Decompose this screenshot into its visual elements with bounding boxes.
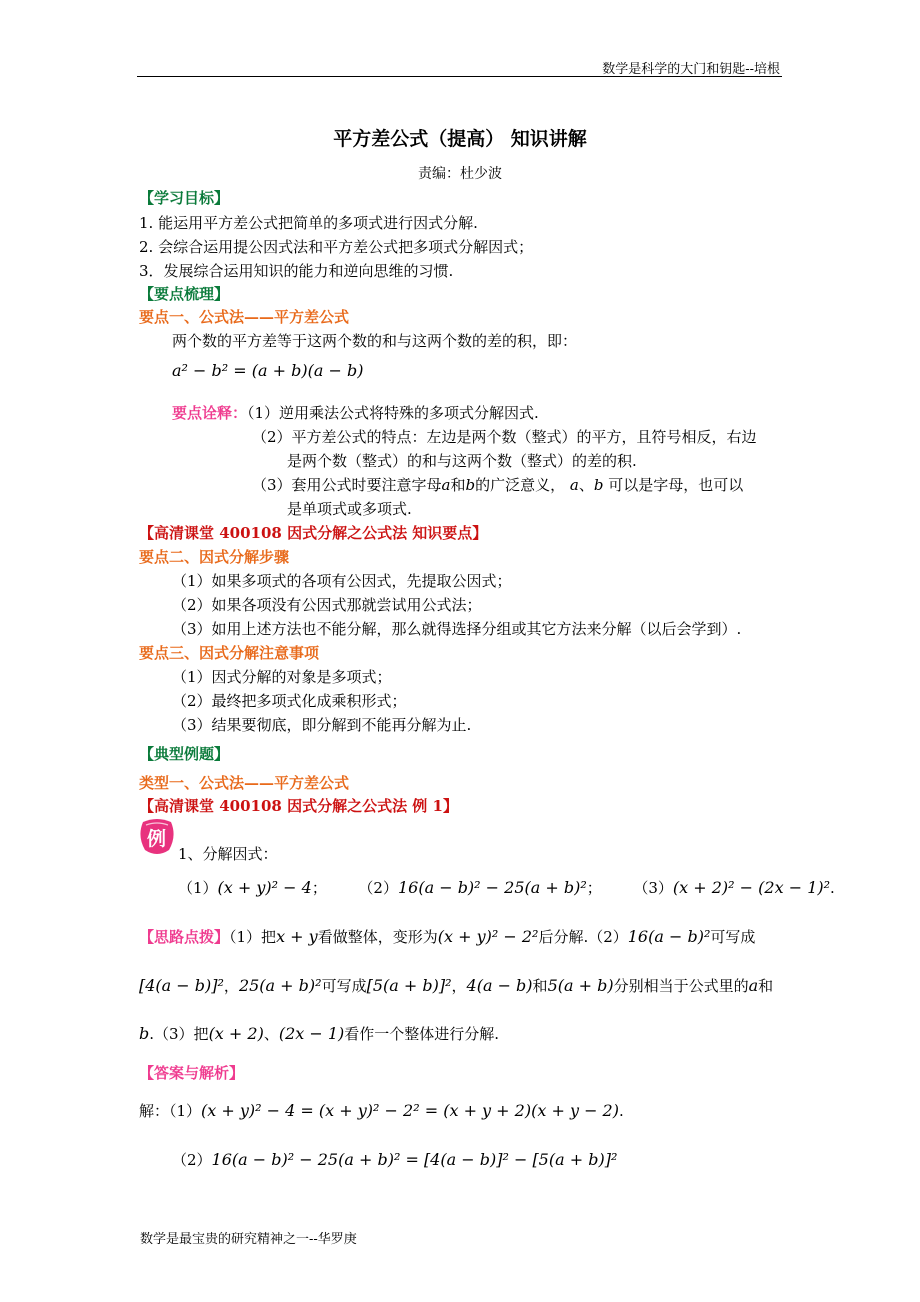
hint-text: （1）把: [229, 928, 277, 946]
footer-quote: 数学是最宝贵的研究精神之一--华罗庚: [140, 1232, 357, 1247]
note-3b: 和: [450, 476, 466, 494]
hint-label: 【思路点拨】: [139, 928, 230, 946]
hint-text: 看做整体，变形为: [317, 928, 438, 946]
point1-title: 要点一、公式法——平方差公式: [139, 308, 350, 326]
var-a-2: a: [569, 476, 579, 494]
author-line: 责编：杜少波: [418, 166, 502, 182]
hint-var: b: [139, 1024, 150, 1043]
question-1: 1、分解因式：: [178, 845, 278, 863]
hint-text: 可写成: [321, 977, 367, 995]
var-b: b: [465, 476, 476, 494]
solution-1: [139, 1100, 624, 1121]
note-1: （1）逆用乘法公式将特殊的多项式分解因式.: [247, 404, 539, 422]
part1-label: （1）: [178, 879, 218, 897]
hint-text: .（3）把: [149, 1025, 209, 1043]
hint-text: 看作一个整体进行分解.: [344, 1025, 500, 1043]
hint-text: ，: [451, 977, 467, 995]
point2-item-3: （3）如用上述方法也不能分解，那么就得选择分组或其它方法来分解（以后会学到）.: [172, 620, 742, 638]
solution-1-label: 解：（1）: [139, 1102, 202, 1120]
hint-text: 分别相当于公式里的: [613, 977, 749, 995]
page-title: 平方差公式（提高） 知识讲解: [333, 128, 587, 150]
type1-title: 类型一、公式法——平方差公式: [139, 774, 350, 792]
var-a: a: [441, 476, 451, 494]
link-knowledge[interactable]: 【高清课堂 400108 因式分解之公式法 知识要点】: [139, 524, 488, 542]
solution-2-expr: 16(a − b)² − 25(a + b)² = [4(a − b)]² − [5(a + b)]²: [211, 1150, 618, 1169]
point2-item-1: （1）如果多项式的各项有公因式，先提取公因式；: [172, 572, 512, 590]
point3-item-3: （3）结果要彻底，即分解到不能再分解为止.: [172, 716, 472, 734]
hint-expr: (x + 2): [208, 1024, 264, 1043]
note-1-line: [172, 402, 539, 423]
hint-var: a: [748, 976, 759, 995]
hint-expr: [5(a + b)]²: [366, 976, 452, 995]
header-motto: 数学是科学的大门和钥匙--培根: [602, 62, 780, 77]
part3-end: .: [830, 879, 835, 897]
solution-2: [172, 1149, 617, 1170]
point3-item-1: （1）因式分解的对象是多项式；: [172, 668, 392, 686]
hint-expr: x + y: [276, 927, 318, 946]
keypoints-heading: 【要点梳理】: [139, 285, 230, 303]
hint-expr: 5(a + b): [547, 976, 614, 995]
notes-label: 要点诠释：: [172, 404, 248, 422]
hint-expr: [4(a − b)]²: [139, 976, 224, 995]
note-2a: （2）平方差公式的特点：左边是两个数（整式）的平方，且符号相反，右边: [252, 428, 757, 446]
badge-label: 例: [147, 828, 167, 850]
examples-heading: 【典型例题】: [139, 745, 230, 763]
link-example[interactable]: 【高清课堂 400108 因式分解之公式法 例 1】: [139, 797, 458, 815]
hint-text: ，: [223, 977, 239, 995]
hint-expr: 25(a + b)²: [238, 976, 322, 995]
hint-expr: 4(a − b): [466, 976, 533, 995]
point2-item-2: （2）如果各项没有公因式那就尝试用公式法；: [172, 596, 482, 614]
hint-line-2: [139, 975, 773, 996]
formula-difference-of-squares: a² − b² = (a + b)(a − b): [172, 361, 364, 380]
note-3a-line: [252, 474, 743, 495]
header-divider: [137, 76, 782, 77]
part2-expr: 16(a − b)² − 25(a + b)²: [397, 878, 587, 897]
example-badge-icon: [139, 818, 175, 856]
hint-line-3: [139, 1023, 499, 1044]
note-3a: （3）套用公式时要注意字母: [252, 476, 442, 494]
objective-2: 2. 会综合运用提公因式法和平方差公式把多项式分解因式；: [139, 238, 534, 256]
part1-expr: (x + y)² − 4: [217, 878, 312, 897]
solution-1-expr: (x + y)² − 4 = (x + y)² − 2² = (x + y + 2)(x + y − 2): [201, 1101, 619, 1120]
part2-label: （2）: [358, 879, 398, 897]
note-3e: 可以是字母，也可以: [608, 476, 744, 494]
part3-expr: (x + 2)² − (2x − 1)²: [672, 878, 831, 897]
note-3d: 、: [578, 476, 594, 494]
hint-expr: (x + y)² − 2²: [437, 927, 539, 946]
point3-item-2: （2）最终把多项式化成乘积形式；: [172, 692, 407, 710]
hint-text: 可写成: [710, 928, 756, 946]
point3-title: 要点三、因式分解注意事项: [139, 644, 320, 662]
part3-label: （3）: [633, 879, 673, 897]
hint-text: 后分解.（2）: [538, 928, 628, 946]
hint-text: 和: [532, 977, 548, 995]
hint-line-1: [139, 926, 755, 947]
note-3c: 的广泛意义，: [475, 476, 566, 494]
hint-expr: 16(a − b)²: [627, 927, 711, 946]
var-b-2: b: [593, 476, 604, 494]
note-2b: 是两个数（整式）的和与这两个数（整式）的差的积.: [287, 452, 637, 470]
part2-end: ；: [586, 879, 602, 897]
question-1-parts: [178, 877, 835, 898]
part1-end: ；: [311, 879, 327, 897]
point2-title: 要点二、因式分解步骤: [139, 548, 290, 566]
solution-2-label: （2）: [172, 1151, 212, 1169]
answer-heading: 【答案与解析】: [139, 1064, 245, 1082]
note-3f: 是单项式或多项式.: [287, 500, 412, 518]
hint-text: 和: [758, 977, 774, 995]
hint-expr: (2x − 1): [278, 1024, 345, 1043]
objective-3: 3．发展综合运用知识的能力和逆向思维的习惯.: [139, 262, 454, 280]
point1-intro: 两个数的平方差等于这两个数的和与这两个数的差的积，即：: [172, 332, 578, 350]
objectives-heading: 【学习目标】: [139, 189, 230, 207]
objective-1: 1. 能运用平方差公式把简单的多项式进行因式分解.: [139, 214, 478, 232]
solution-1-end: .: [618, 1102, 624, 1120]
hint-text: 、: [263, 1025, 279, 1043]
